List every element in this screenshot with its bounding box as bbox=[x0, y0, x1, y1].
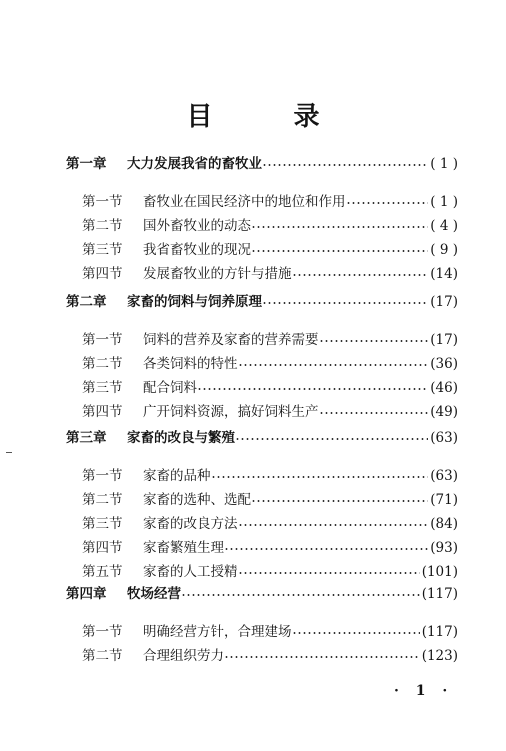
section-number: 第一节 bbox=[82, 624, 123, 640]
section-number: 第三节 bbox=[82, 380, 123, 396]
section-row[interactable] bbox=[0, 354, 506, 374]
section-row[interactable] bbox=[0, 402, 506, 422]
dot-leader bbox=[262, 302, 428, 304]
section-title-line bbox=[0, 490, 428, 510]
section-number: 第五节 bbox=[82, 564, 123, 580]
section-title: 我省畜牧业的现况 bbox=[143, 242, 251, 258]
dot-leader bbox=[235, 438, 428, 440]
section-number: 第二节 bbox=[82, 218, 123, 234]
chapter-title: 家畜的改良与繁殖 bbox=[127, 430, 235, 446]
section-title: 家畜的改良方法 bbox=[143, 516, 238, 532]
section-row[interactable] bbox=[0, 538, 506, 558]
section-title-line bbox=[0, 646, 420, 666]
section-row[interactable] bbox=[0, 514, 506, 534]
section-page-number: (49) bbox=[430, 404, 458, 420]
dot-leader bbox=[224, 548, 428, 550]
section-row[interactable] bbox=[0, 562, 506, 582]
dot-leader bbox=[262, 164, 428, 166]
dot-leader bbox=[211, 476, 429, 478]
section-row[interactable] bbox=[0, 490, 506, 510]
chapter-page-number: (63) bbox=[430, 430, 458, 446]
chapter-title: 家畜的饲料与饲养原理 bbox=[127, 294, 262, 310]
section-page-number: (93) bbox=[430, 540, 458, 556]
section-title-line bbox=[0, 622, 420, 642]
section-number: 第一节 bbox=[82, 194, 123, 210]
section-title: 广开饲料资源，搞好饲料生产 bbox=[143, 404, 319, 420]
section-title: 明确经营方针，合理建场 bbox=[143, 624, 292, 640]
section-title-line bbox=[0, 378, 428, 398]
section-title-line bbox=[0, 192, 428, 212]
section-title-line bbox=[0, 264, 428, 284]
chapter-title-line bbox=[0, 428, 428, 448]
dot-leader bbox=[238, 524, 429, 526]
dot-leader bbox=[292, 274, 429, 276]
dot-leader bbox=[346, 202, 429, 204]
section-page-number: (14) bbox=[430, 266, 458, 282]
section-page-number: ( 1 ) bbox=[430, 194, 458, 210]
section-row[interactable] bbox=[0, 646, 506, 666]
section-title-line bbox=[0, 538, 428, 558]
chapter-number: 第四章 bbox=[66, 586, 107, 602]
section-number: 第二节 bbox=[82, 492, 123, 508]
section-row[interactable] bbox=[0, 192, 506, 212]
chapter-row[interactable] bbox=[0, 292, 506, 312]
dot-leader bbox=[319, 412, 429, 414]
section-title-line bbox=[0, 330, 428, 350]
section-title: 合理组织劳力 bbox=[143, 648, 224, 664]
dot-leader bbox=[224, 656, 420, 658]
section-title: 家畜繁殖生理 bbox=[143, 540, 224, 556]
dot-leader bbox=[238, 364, 429, 366]
dot-leader bbox=[292, 632, 420, 634]
dot-leader bbox=[251, 226, 428, 228]
chapter-title-line bbox=[0, 584, 420, 604]
margin-mark bbox=[6, 452, 12, 453]
section-title-line bbox=[0, 354, 428, 374]
section-title: 配合饲料 bbox=[143, 380, 197, 396]
section-row[interactable] bbox=[0, 330, 506, 350]
section-title: 饲料的营养及家畜的营养需要 bbox=[143, 332, 319, 348]
section-page-number: (36) bbox=[430, 356, 458, 372]
section-title-line bbox=[0, 514, 428, 534]
section-page-number: (63) bbox=[430, 468, 458, 484]
section-title-line bbox=[0, 562, 420, 582]
section-number: 第四节 bbox=[82, 266, 123, 282]
dot-leader bbox=[319, 340, 429, 342]
section-row[interactable] bbox=[0, 264, 506, 284]
chapter-row[interactable] bbox=[0, 154, 506, 174]
section-number: 第三节 bbox=[82, 516, 123, 532]
section-number: 第四节 bbox=[82, 404, 123, 420]
dot-leader bbox=[181, 594, 420, 596]
page-number: · 1 · bbox=[394, 683, 454, 699]
chapter-page-number: (17) bbox=[430, 294, 458, 310]
section-title: 各类饲料的特性 bbox=[143, 356, 238, 372]
section-number: 第四节 bbox=[82, 540, 123, 556]
section-title: 畜牧业在国民经济中的地位和作用 bbox=[143, 194, 346, 210]
section-number: 第二节 bbox=[82, 648, 123, 664]
section-title-line bbox=[0, 466, 428, 486]
chapter-title: 牧场经营 bbox=[127, 586, 181, 602]
dot-leader bbox=[251, 500, 428, 502]
section-title: 发展畜牧业的方针与措施 bbox=[143, 266, 292, 282]
section-page-number: ( 4 ) bbox=[430, 218, 458, 234]
section-number: 第一节 bbox=[82, 332, 123, 348]
chapter-row[interactable] bbox=[0, 584, 506, 604]
chapter-page-number: (117) bbox=[421, 586, 458, 602]
chapter-row[interactable] bbox=[0, 428, 506, 448]
section-row[interactable] bbox=[0, 216, 506, 236]
chapter-number: 第二章 bbox=[66, 294, 107, 310]
section-number: 第三节 bbox=[82, 242, 123, 258]
section-title: 家畜的选种、选配 bbox=[143, 492, 251, 508]
chapter-number: 第三章 bbox=[66, 430, 107, 446]
section-title: 家畜的人工授精 bbox=[143, 564, 238, 580]
section-page-number: (71) bbox=[430, 492, 458, 508]
section-title: 家畜的品种 bbox=[143, 468, 211, 484]
section-row[interactable] bbox=[0, 466, 506, 486]
dot-leader bbox=[197, 388, 428, 390]
section-page-number: (46) bbox=[430, 380, 458, 396]
section-number: 第二节 bbox=[82, 356, 123, 372]
section-row[interactable] bbox=[0, 240, 506, 260]
section-page-number: ( 9 ) bbox=[430, 242, 458, 258]
section-page-number: (17) bbox=[430, 332, 458, 348]
section-title-line bbox=[0, 402, 428, 422]
section-title-line bbox=[0, 216, 428, 236]
section-title: 国外畜牧业的动态 bbox=[143, 218, 251, 234]
page-title: 目 录 bbox=[186, 102, 356, 132]
dot-leader bbox=[238, 572, 420, 574]
section-number: 第一节 bbox=[82, 468, 123, 484]
section-row[interactable] bbox=[0, 378, 506, 398]
dot-leader bbox=[251, 250, 428, 252]
section-page-number: (123) bbox=[421, 648, 458, 664]
section-page-number: (117) bbox=[421, 624, 458, 640]
chapter-page-number: ( 1 ) bbox=[430, 156, 458, 172]
section-page-number: (101) bbox=[421, 564, 458, 580]
section-row[interactable] bbox=[0, 622, 506, 642]
chapter-number: 第一章 bbox=[66, 156, 107, 172]
chapter-title-line bbox=[0, 292, 428, 312]
section-page-number: (84) bbox=[430, 516, 458, 532]
chapter-title-line bbox=[0, 154, 428, 174]
section-title-line bbox=[0, 240, 428, 260]
chapter-title: 大力发展我省的畜牧业 bbox=[127, 156, 262, 172]
